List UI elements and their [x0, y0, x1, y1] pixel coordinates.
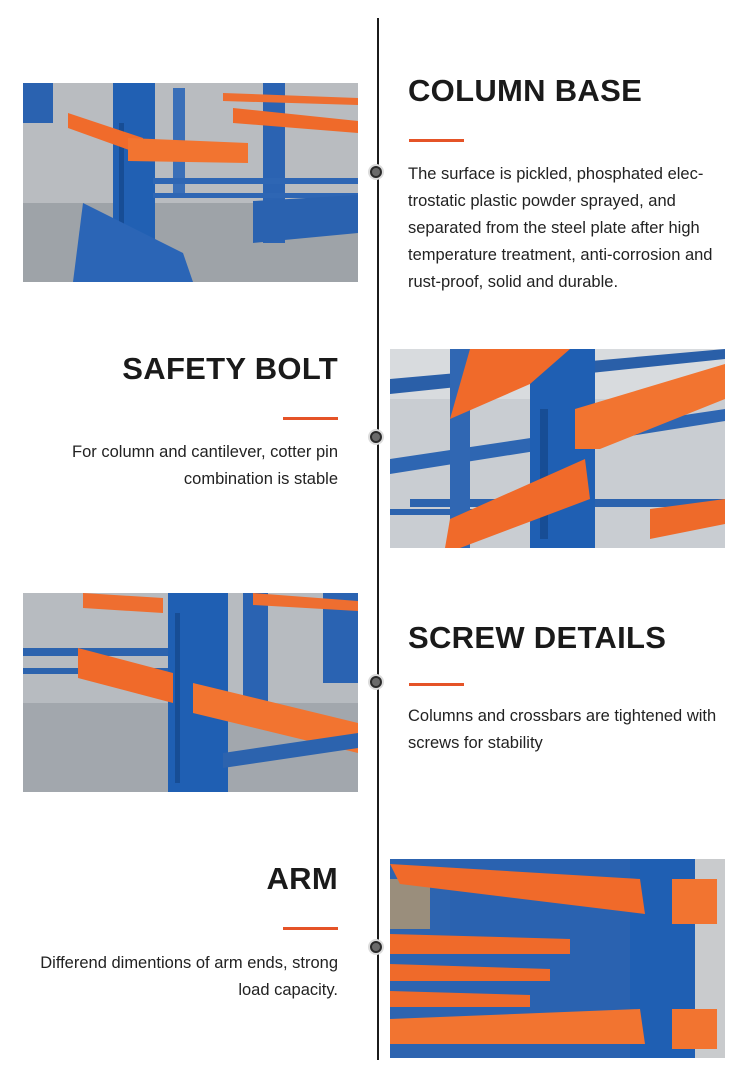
accent-rule [409, 683, 464, 686]
accent-rule [283, 927, 338, 930]
section-description: For column and cantilever, cotter pin combination is stable [72, 443, 338, 488]
section-title: SCREW DETAILS [408, 620, 667, 655]
timeline-dot [370, 431, 382, 443]
timeline-dot [370, 166, 382, 178]
section-title: COLUMN BASE [408, 73, 643, 108]
timeline-dot [370, 941, 382, 953]
accent-rule [409, 139, 464, 142]
section-description: Columns and crossbars are tightened with screws for stability [408, 707, 717, 752]
timeline-dot [370, 676, 382, 688]
section-title: SAFETY BOLT [122, 351, 338, 386]
section-description: The surface is pickled, phosphated elec- trostatic plastic powder sprayed, and separated from the steel plate after high temperature treatment, anti-corrosion and rust-proof, solid and durable. [408, 165, 713, 291]
safety-bolt-photo [390, 349, 725, 548]
column-base-photo [23, 83, 358, 282]
screw-details-photo [23, 593, 358, 792]
section-description: Differend dimentions of arm ends, strong load capacity. [40, 954, 338, 999]
section-title: ARM [266, 861, 338, 896]
accent-rule [283, 417, 338, 420]
arm-photo [390, 859, 725, 1058]
